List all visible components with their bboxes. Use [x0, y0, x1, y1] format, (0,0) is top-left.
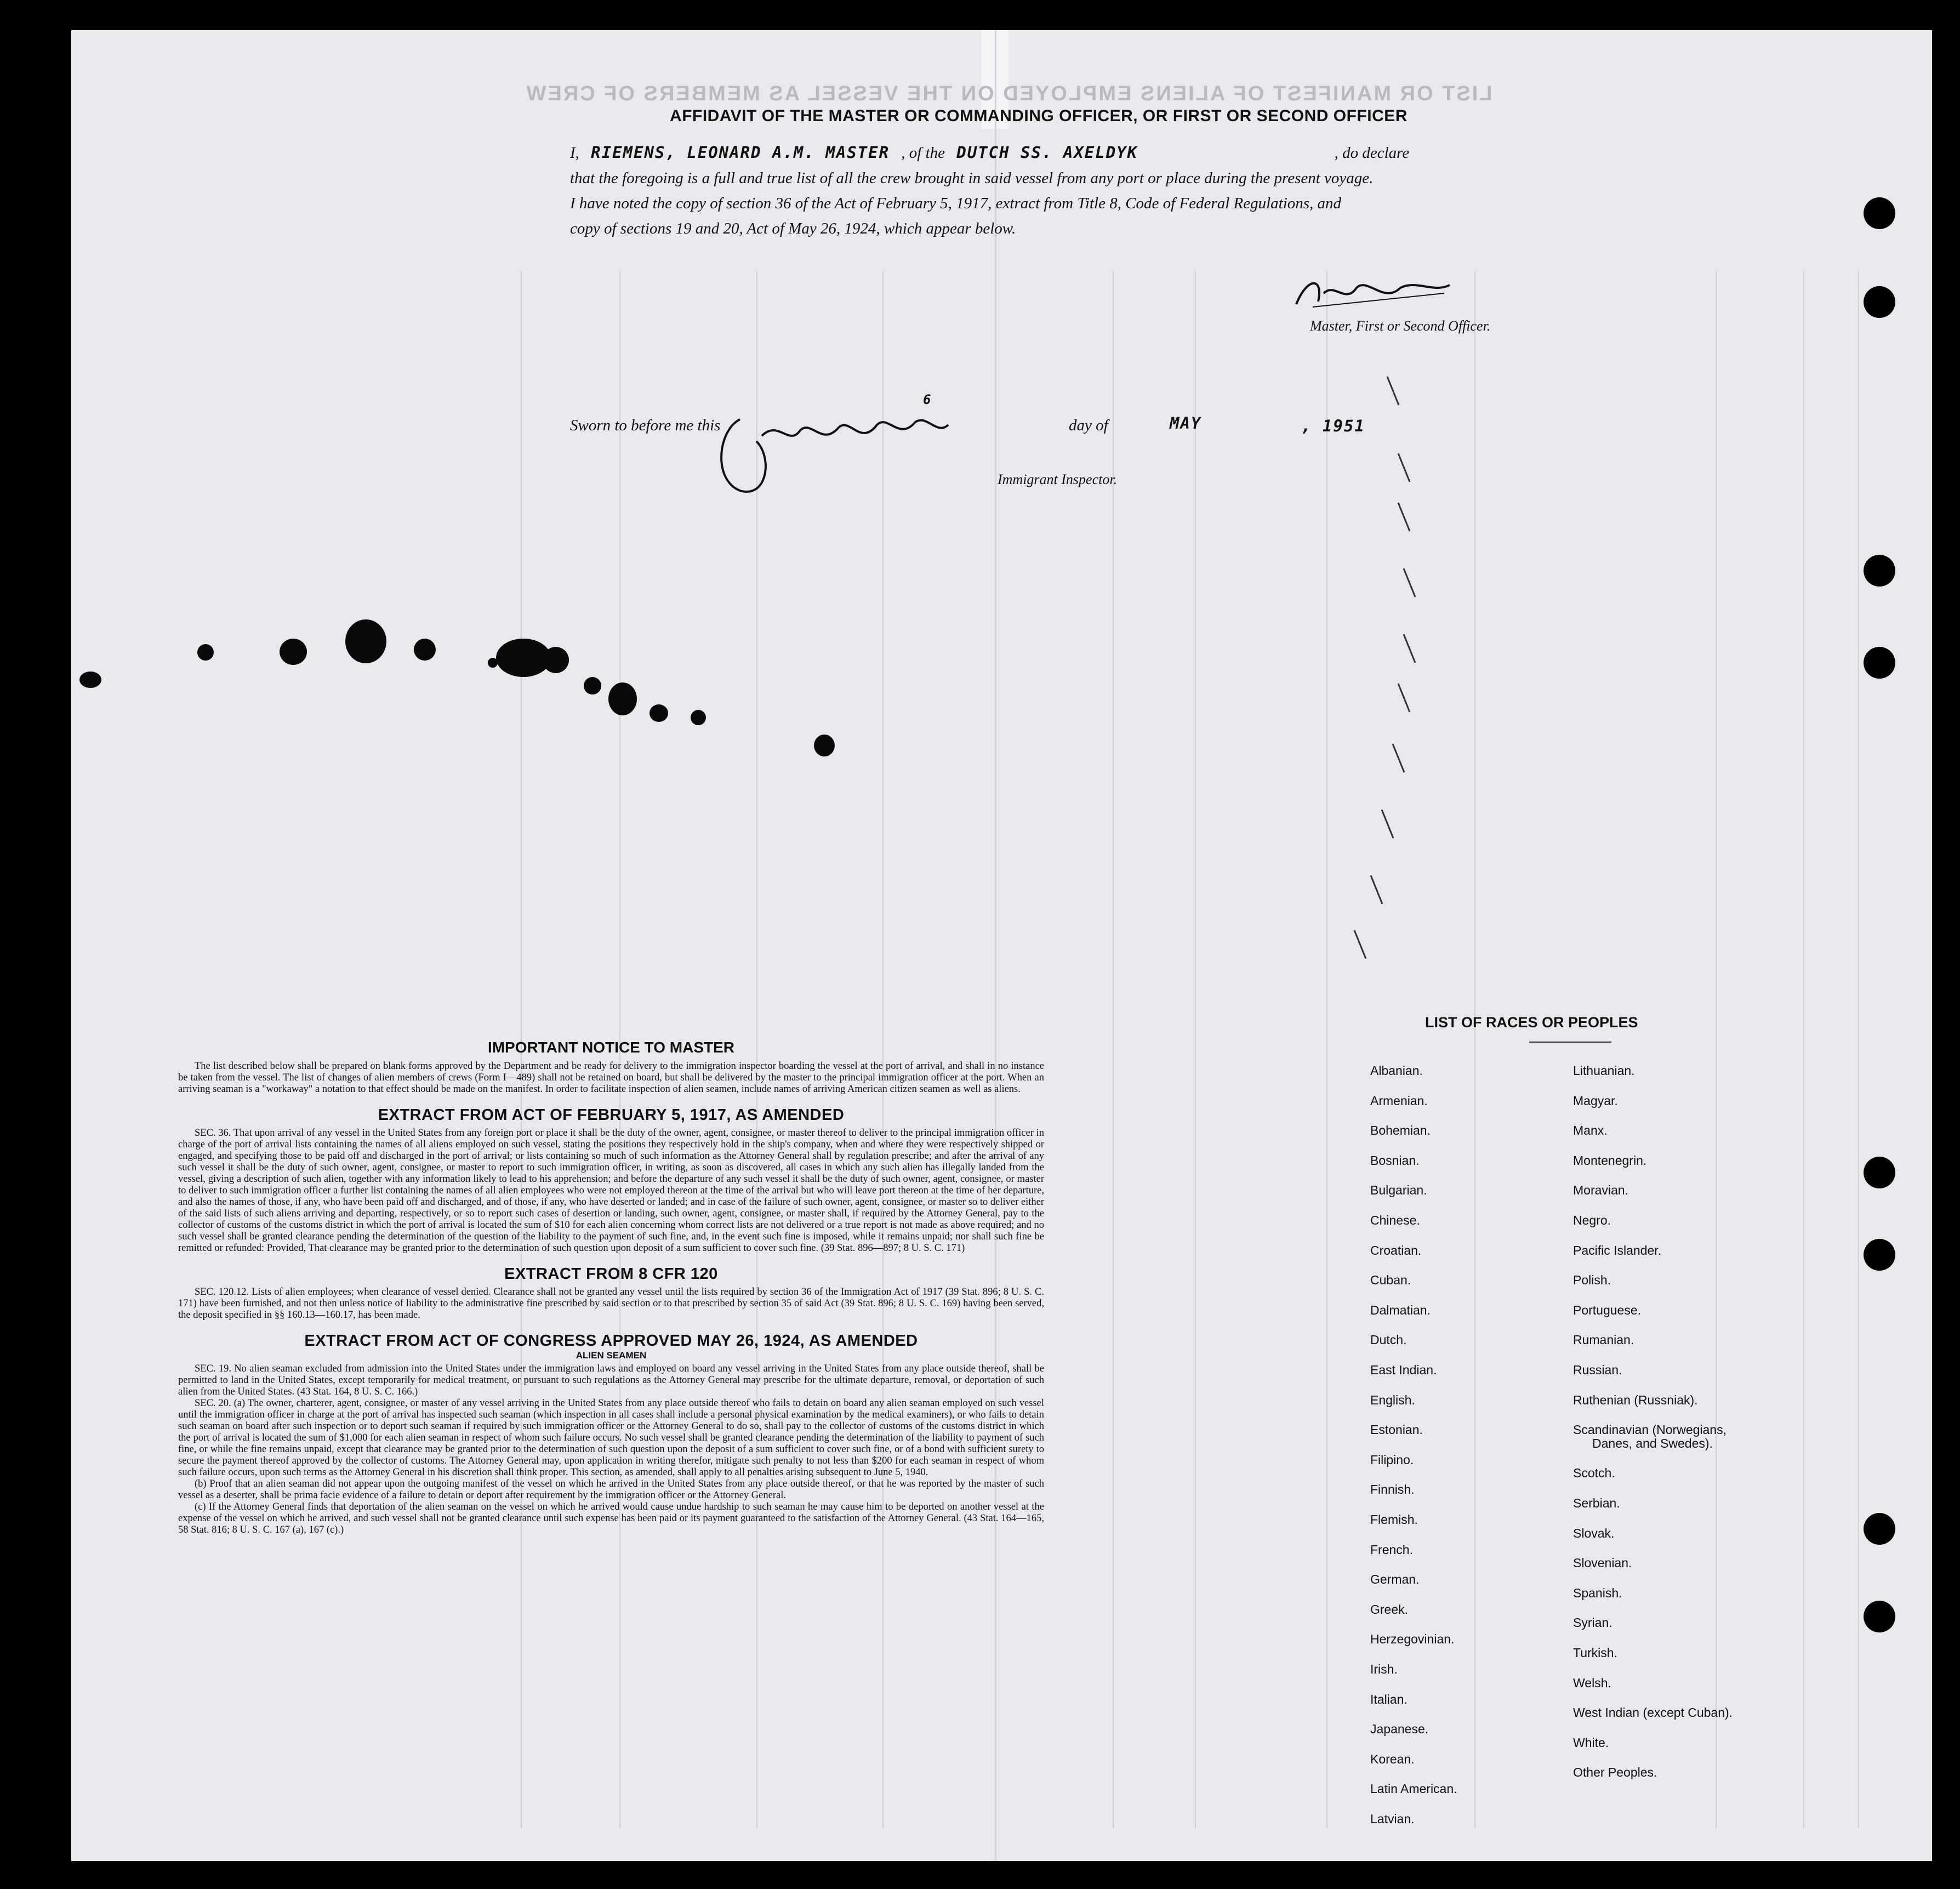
day-of-label: day of	[1069, 417, 1108, 434]
master-name: RIEMENS, LEONARD A.M. MASTER	[591, 143, 890, 162]
inspector-label: Immigrant Inspector.	[998, 471, 1118, 487]
race-item: English.	[1370, 1392, 1415, 1407]
sworn-month: MAY	[1170, 414, 1202, 433]
extract-1924-subheading: ALIEN SEAMEN	[576, 1350, 647, 1361]
ghost-column-rule	[1326, 271, 1327, 1828]
race-item: Flemish.	[1370, 1512, 1418, 1527]
race-item: Croatian.	[1370, 1243, 1422, 1258]
race-item: Cuban.	[1370, 1273, 1411, 1288]
race-item: Moravian.	[1573, 1183, 1628, 1198]
sworn-prefix: Sworn to before me this	[570, 417, 721, 434]
extract-1917-text: SEC. 36. That upon arrival of any vessel in the United States from any foreign port or place it shall be the duty of the owner, agent, consignee, or master thereof to deliver to the principal immigration officer in charge of the port of arrival lists containing the names of all aliens employed on such vessel, stating the positions they respectively hold in the ship's company, when and where they were respectively shipped or engaged, and specifying those to be paid off and discharged in the port of arrival; or lists containing so much of such information as the Attorney General shall by regulation prescribe; and after the arrival of any such vessel it shall be the duty of such owner, agent, consignee, or master to report to such immigration officer, in writing, as soon as discovered, all cases in which any such alien has illegally landed from the vessel, giving a description of such alien, together with any information likely to lead to his apprehension; and before the departure of any such vessel it shall be the duty of such owner, agent, consignee, or master to deliver to such immigration officer a further list containing the names of all alien employees who were not employed thereon at the time of the arrival but who will leave port thereon at the time of her departure, and also the names of those, if any, who have been paid off and discharged, and of those, if any, who have deserted or landed; and in case of the failure of such owner, agent, consignee, or master so to deliver either of the said lists of such aliens arriving and departing, respectively, or so to report such cases of desertion or landing, such owner, agent, consignee, or master shall, if required by the Attorney General, pay to the collector of customs of the customs district in which the port of arrival is located the sum of $10 for each alien concerning whom correct lists are not delivered or a true report is not made as above required; and no such vessel shall be granted clearance pending the determination of the question of the liability to the payment of such fine, and, in the event such fine is imposed, while it remains unpaid; nor shall such fine be remitted or refunded: Provided, That clearance may be granted prior to the determination of such question upon deposit of a sum sufficient to cover such fine. (39 Stat. 896—897; 8 U. S. C. 171)	[178, 1128, 1044, 1254]
ghost-column-rule	[1474, 271, 1475, 1828]
races-title: LIST OF RACES OR PEOPLES	[1425, 1014, 1638, 1031]
race-item: Bosnian.	[1370, 1153, 1420, 1168]
ink-blot	[345, 619, 386, 663]
declaration-line-2: that the foregoing is a full and true list of all the crew brought in said vessel from any port or place during the present voyage.	[570, 169, 1374, 187]
race-item: Welsh.	[1573, 1675, 1611, 1690]
binder-hole	[1864, 1601, 1895, 1632]
tick-mark	[1387, 376, 1400, 405]
race-item: Slovenian.	[1573, 1556, 1632, 1571]
race-item: Spanish.	[1573, 1585, 1622, 1600]
bleed-through-title: LIST OR MANIFEST OF ALIENS EMPLOYED ON THE VESSEL AS MEMBERS OF CREW	[525, 82, 1492, 105]
ghost-column-rule	[1803, 271, 1804, 1828]
race-item: Portuguese.	[1573, 1302, 1642, 1317]
race-item: Manx.	[1573, 1123, 1608, 1138]
tick-mark	[1403, 568, 1416, 597]
races-title-rule	[1529, 1042, 1611, 1043]
extract-1924-sec20a: SEC. 20. (a) The owner, charterer, agent, consignee, or master of any vessel arriving in the United States from any place outside thereof who fails to detain on board any alien seaman employed on such vessel until the immigration officer in charge at the port of arrival has inspected such seaman (which inspection in all cases shall include a personal physical examination by the medical examiners), or who fails to detain such seaman on board after such inspection or to deport such seaman if required by such immigration officer or the Attorney General to do so, shall pay to the collector of customs of the customs district in which the port of arrival is located the sum of $1,000 for each alien seaman in respect of whom such failure occurs. No such vessel shall be granted clearance pending the determination of the liability to payment of such fine, or while the fine remains unpaid, except that clearance may be granted prior to the determination of such question upon the deposit of a sum sufficient to cover such fine, or of a bond with sufficient surety to secure the payment thereof approved by the collector of customs. The Attorney General may, upon application in writing therefor, mitigate such penalty to not less than $200 for each seaman in respect of whom such failure occurs, upon such terms as the Attorney General in his discretion shall think proper. This section, as amended, shall apply to all penalties arising subsequent to June 5, 1940.	[178, 1398, 1044, 1478]
declaration-text	[570, 140, 1546, 241]
race-item: Filipino.	[1370, 1452, 1414, 1467]
race-item: West Indian (except Cuban).	[1573, 1705, 1733, 1720]
ink-blot	[543, 647, 569, 673]
declaration-prefix: I,	[570, 144, 579, 162]
ghost-column-rule	[1195, 271, 1196, 1828]
ink-blot	[814, 735, 835, 756]
notice-heading: IMPORTANT NOTICE TO MASTER	[487, 1039, 735, 1056]
affidavit-title: AFFIDAVIT OF THE MASTER OR COMMANDING OFFICER, OR FIRST OR SECOND OFFICER	[670, 107, 1408, 125]
declaration-mid: , of the	[901, 144, 945, 162]
race-item: Finnish.	[1370, 1482, 1415, 1497]
race-item: Serbian.	[1573, 1495, 1620, 1510]
race-item: Italian.	[1370, 1692, 1408, 1706]
affidavit-section	[504, 107, 1573, 487]
declaration-line-3: I have noted the copy of section 36 of the Act of February 5, 1917, extract from Title 8, Code of Federal Regulations, and	[570, 195, 1342, 212]
inspector-signature	[707, 397, 959, 502]
race-item: Russian.	[1573, 1363, 1622, 1377]
race-item: Polish.	[1573, 1273, 1611, 1288]
race-item: French.	[1370, 1542, 1413, 1557]
vessel-name: DUTCH SS. AXELDYK	[956, 143, 1138, 162]
notice-section	[178, 1039, 1044, 1536]
race-item: Scotch.	[1573, 1466, 1615, 1481]
binder-hole	[1864, 555, 1895, 587]
ghost-column-rule	[1716, 271, 1717, 1828]
tick-mark	[1381, 809, 1394, 838]
tick-mark	[1398, 502, 1411, 531]
sworn-year: , 1951	[1301, 417, 1365, 435]
ink-blot	[280, 639, 307, 665]
tick-mark	[1370, 875, 1383, 904]
tick-mark	[1398, 683, 1411, 712]
race-item: Chinese.	[1370, 1213, 1420, 1227]
race-item: Dalmatian.	[1370, 1302, 1431, 1317]
race-item: Turkish.	[1573, 1645, 1617, 1660]
extract-1924-sec20c: (c) If the Attorney General finds that deportation of the alien seaman on the vessel on which he arrived would cause undue hardship to such seaman he may cause him to be deported on another vessel at the expense of the vessel on which he arrived, and such vessel shall not be granted clearance until such expense has been paid or its payment guaranteed to the satisfaction of the Attorney General. (43 Stat. 164—165, 58 Stat. 816; 8 U. S. C. 167 (a), 167 (c).)	[178, 1501, 1044, 1535]
binder-hole	[1864, 197, 1895, 229]
ink-blot	[414, 639, 436, 661]
declaration-line-4: copy of sections 19 and 20, Act of May 26, 1924, which appear below.	[570, 220, 1016, 237]
binder-hole	[1864, 1157, 1895, 1188]
page-fold	[995, 30, 996, 1861]
extract-1924-sec20b: (b) Proof that an alien seaman did not appear upon the outgoing manifest of the vessel on which he arrived in the United States from any place outside thereof, or that he was reported by the master of such vessel as a deserter, shall be prima facie evidence of a failure to detain or deport after requirement by the immigration officer or the Attorney General.	[178, 1478, 1044, 1501]
race-item: Ruthenian (Russniak).	[1573, 1392, 1698, 1407]
master-signature	[1291, 271, 1455, 315]
race-item: Scandinavian (Norwegians,	[1573, 1423, 1727, 1437]
tick-mark	[1354, 930, 1367, 959]
race-item: Negro.	[1573, 1213, 1611, 1227]
extract-8cfr-text: SEC. 120.12. Lists of alien employees; when clearance of vessel denied. Clearance shall not be granted any vessel until the lists required by section 36 of the Immigration Act of 1917 (39 Stat. 896; 8 U. S. C. 171) have been furnished, and not then unless notice of liability to the administrative fine prescribed by said section or to that prescribed by section 35 of said Act (39 Stat. 896; 8 U. S. C. 169) having been served, the deposit specified in §§ 160.13—160.17, has been made.	[178, 1287, 1044, 1321]
extract-8cfr-heading: EXTRACT FROM 8 CFR 120	[504, 1265, 718, 1283]
extract-1924-heading: EXTRACT FROM ACT OF CONGRESS APPROVED MAY 26, 1924, AS AMENDED	[304, 1332, 918, 1350]
officer-label: Master, First or Second Officer.	[1310, 318, 1491, 334]
race-item: Magyar.	[1573, 1093, 1618, 1108]
race-item: Greek.	[1370, 1602, 1409, 1617]
ink-blot	[649, 704, 668, 722]
race-item: Estonian.	[1370, 1423, 1423, 1437]
race-item: Lithuanian.	[1573, 1063, 1635, 1078]
race-item: Dutch.	[1370, 1333, 1407, 1347]
binder-hole	[1864, 286, 1895, 318]
race-item: East Indian.	[1370, 1363, 1437, 1377]
ink-blot	[197, 644, 214, 661]
race-item: Slovak.	[1573, 1526, 1615, 1540]
race-item: Montenegrin.	[1573, 1153, 1647, 1168]
extract-1924-sec19: SEC. 19. No alien seaman excluded from admission into the United States under the immigration laws and employed on board any vessel arriving in the United States from any place outside thereof, shall be permitted to land in the United States, except temporarily for medical treatment, or pursuant to such regulations as the Attorney General may prescribe for the ultimate departure, removal, or deportation of such alien from the United States. (43 Stat. 164, 8 U. S. C. 166.)	[178, 1363, 1044, 1397]
race-item: Other Peoples.	[1573, 1765, 1657, 1780]
declaration-suffix: , do declare	[1334, 144, 1410, 162]
ink-blot	[691, 710, 706, 725]
extract-1917-heading: EXTRACT FROM ACT OF FEBRUARY 5, 1917, AS AMENDED	[378, 1106, 845, 1124]
race-item: Latvian.	[1370, 1812, 1415, 1826]
tick-mark	[1398, 453, 1411, 482]
race-item: Albanian.	[1370, 1063, 1423, 1078]
binder-hole	[1864, 647, 1895, 679]
race-item: Latin American.	[1370, 1782, 1457, 1796]
binder-hole	[1864, 1513, 1895, 1545]
race-item: German.	[1370, 1572, 1420, 1587]
ink-blot	[608, 682, 637, 715]
ink-blot	[584, 677, 601, 695]
race-item: Syrian.	[1573, 1615, 1613, 1630]
race-item: White.	[1573, 1735, 1609, 1750]
race-item: Herzegovinian.	[1370, 1632, 1455, 1647]
race-item: Bohemian.	[1370, 1123, 1431, 1138]
race-item: Armenian.	[1370, 1093, 1428, 1108]
sworn-day: 6	[923, 392, 932, 407]
race-item: Irish.	[1370, 1662, 1398, 1676]
manifest-page	[71, 30, 1932, 1861]
ink-blot	[79, 672, 101, 688]
race-item: Danes, and Swedes).	[1592, 1436, 1713, 1450]
race-item: Rumanian.	[1573, 1333, 1634, 1347]
tick-mark	[1403, 634, 1416, 663]
race-item: Korean.	[1370, 1751, 1415, 1766]
tick-mark	[1392, 743, 1405, 772]
notice-text: The list described below shall be prepared on blank forms approved by the Department and be ready for delivery to the immigration inspector boarding the vessel at the port of arrival, and shall in no instance be taken from the vessel. The list of changes of alien members of crews (Form I—489) shall not be retained on board, but shall be delivered by the master to the principal immigration officer at the port. When an arriving seaman is a "workaway" a notation to that effect should be made on the manifest. In order to facilitate inspection of alien seamen, include names of arriving American citizen seamen as well as aliens.	[178, 1061, 1044, 1095]
ghost-column-rule	[1113, 271, 1114, 1828]
race-item: Japanese.	[1370, 1722, 1429, 1737]
race-item: Bulgarian.	[1370, 1183, 1427, 1198]
race-item: Pacific Islander.	[1573, 1243, 1662, 1258]
ghost-column-rule	[1858, 271, 1859, 1828]
binder-hole	[1864, 1239, 1895, 1271]
